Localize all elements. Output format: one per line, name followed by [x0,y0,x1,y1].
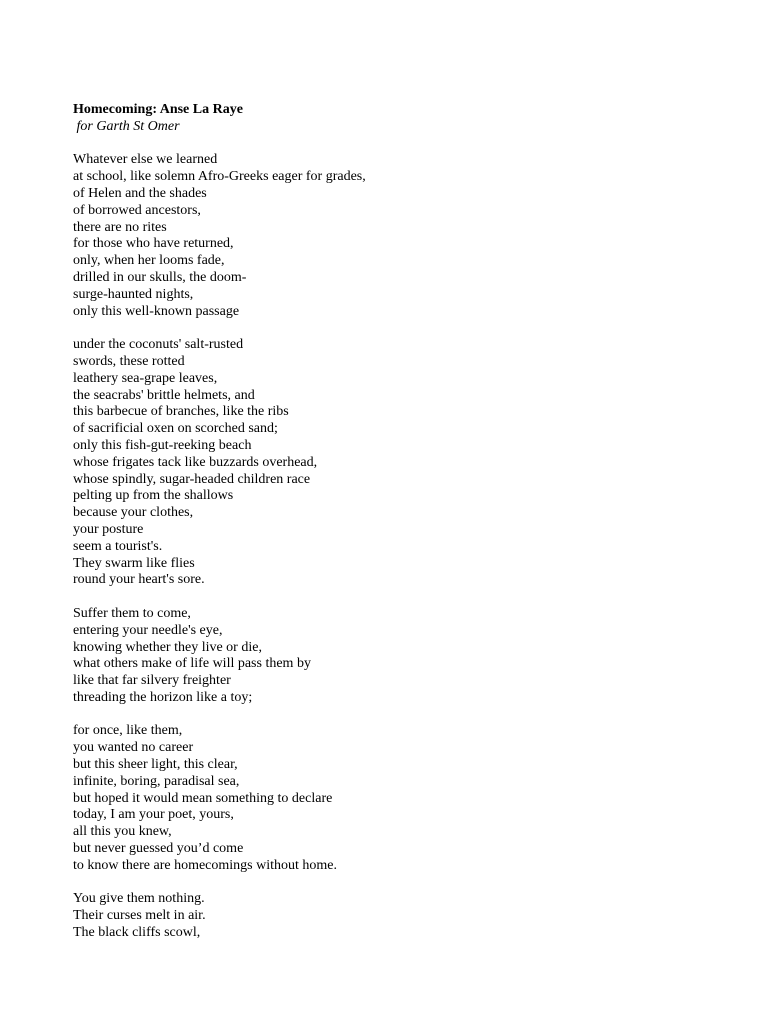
poem-title: Homecoming: Anse La Raye [73,102,243,117]
poem-line: today, I am your poet, yours, [73,807,234,823]
stanza-gap [73,589,693,606]
poem-line: You give them nothing. [73,891,205,907]
poem-line: for once, like them, [73,723,183,739]
poem-line: there are no rites [73,219,167,235]
poem-line: seem a tourist's. [73,538,163,554]
poem-line: the seacrabs' brittle helmets, and [73,387,255,403]
poem-line: this barbecue of branches, like the ribs [73,404,289,420]
poem-line: surge-haunted nights, [73,286,194,302]
poem-line: like that far silvery freighter [73,673,231,689]
poem-line: round your heart's sore. [73,572,205,588]
stanza [73,337,693,589]
poem-line: Whatever else we learned [73,152,218,168]
poem-line: your posture [73,521,144,537]
stanza-gap [73,136,693,153]
poem-line: because your clothes, [73,505,194,521]
poem-line: pelting up from the shallows [73,488,234,504]
poem-line: at school, like solemn Afro-Greeks eager for grades, [73,169,366,185]
poem-line: leathery sea-grape leaves, [73,370,218,386]
poem-line: all this you knew, [73,824,172,840]
poem-line: under the coconuts' salt-rusted [73,337,244,353]
poem-line: of borrowed ancestors, [73,202,201,218]
poem-line: whose frigates tack like buzzards overhead, [73,454,318,470]
poem [73,102,693,942]
stanza-gap [73,875,693,892]
stanza [73,891,693,941]
poem-line: Suffer them to come, [73,605,191,621]
poem-line: The black cliffs scowl, [73,925,201,941]
stanza [73,606,693,707]
poem-line: Their curses melt in air. [73,908,206,924]
stanza [73,723,693,874]
poem-line: whose spindly, sugar-headed children race [73,471,311,487]
poem-line: swords, these rotted [73,353,185,369]
poem-line: of Helen and the shades [73,185,207,201]
poem-line: to know there are homecomings without home. [73,857,337,873]
poem-line: They swarm like flies [73,555,195,571]
poem-line: but never guessed you’d come [73,841,244,857]
stanza-gap [73,320,693,337]
poem-line: but this sheer light, this clear, [73,757,238,773]
stanza [73,152,693,320]
poem-line: for those who have returned, [73,236,234,252]
poem-line: infinite, boring, paradisal sea, [73,773,240,789]
poem-dedication: for Garth St Omer [73,118,180,134]
poem-line: knowing whether they live or die, [73,639,262,655]
poem-line: entering your needle's eye, [73,622,223,638]
poem-line: threading the horizon like a toy; [73,689,253,705]
poem-line: of sacrificial oxen on scorched sand; [73,421,278,437]
poem-line: drilled in our skulls, the doom- [73,269,247,285]
poem-body [73,152,693,941]
poem-line: only this fish-gut-reeking beach [73,437,252,453]
poem-line: only this well-known passage [73,303,240,319]
poem-line: what others make of life will pass them by [73,656,311,672]
poem-line: only, when her looms fade, [73,253,225,269]
poem-line: but hoped it would mean something to declare [73,790,333,806]
poem-line: you wanted no career [73,740,194,756]
stanza-gap [73,707,693,724]
